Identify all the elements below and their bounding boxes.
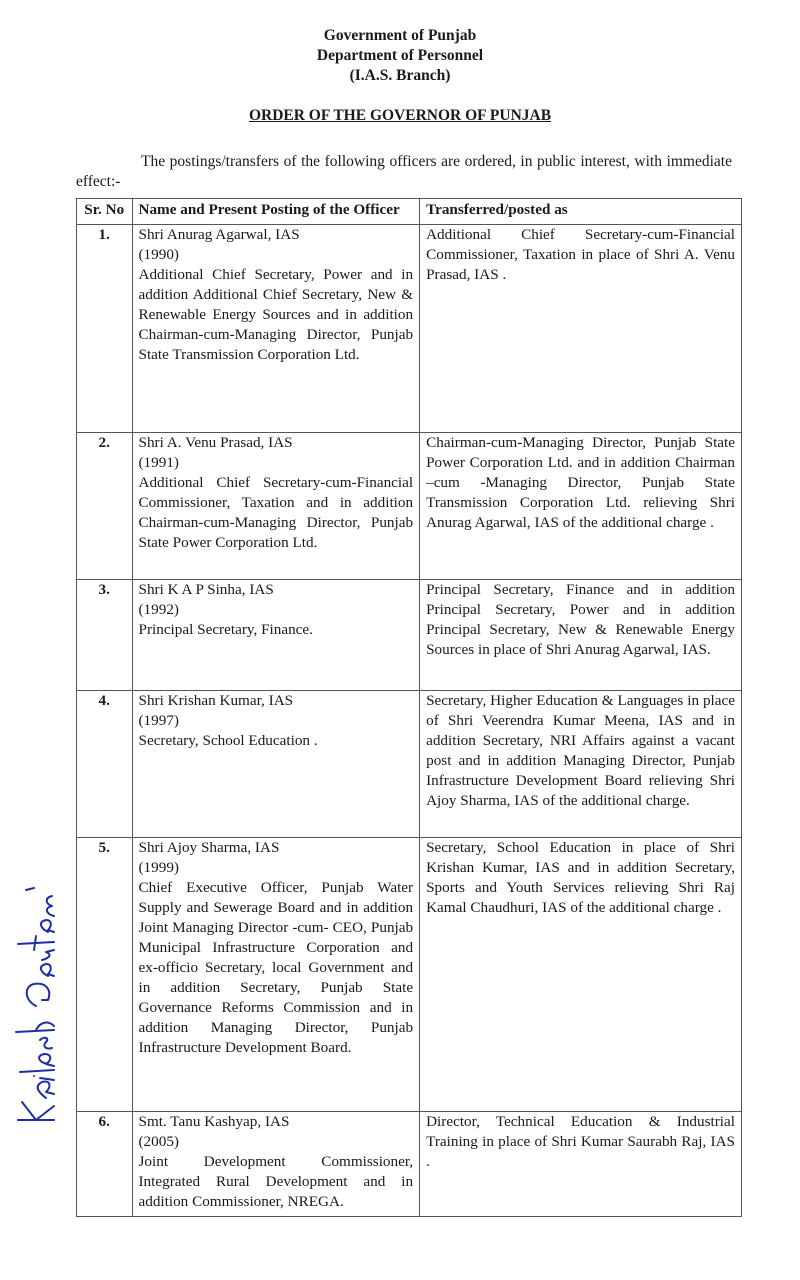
transferred-posted: Secretary, Higher Education & Languages in place of Shri Veerendra Kumar Meena, IAS and in addition Secretary, NRI Affairs against a vacant post and in addition Managing Director, Punjab Infrastructure Development Board relieving Shri Ajoy Sharma, IAS of the additional charge. bbox=[420, 691, 742, 838]
document-header bbox=[0, 26, 800, 86]
officer-cell bbox=[132, 580, 420, 691]
present-posting: Chief Executive Officer, Punjab Water Supply and Sewerage Board and in addition Joint Managing Director -cum- CEO, Punjab Municipal Infrastructure Corporation and ex-officio Secretary, local Government and in addition Secretary, Punjab State Governance Reforms Commission and in addition Managing Director, Punjab Infrastructure Development Board. bbox=[138, 879, 414, 1056]
table-row bbox=[77, 433, 742, 580]
transferred-posted: Director, Technical Education & Industrial Training in place of Shri Kumar Saurabh Raj, IAS . bbox=[420, 1112, 742, 1217]
sr-no: 6. bbox=[77, 1112, 133, 1217]
officer-name: Shri Ajoy Sharma, IAS bbox=[138, 839, 280, 856]
present-posting: Secretary, School Education . bbox=[138, 732, 318, 749]
officer-name: Shri K A P Sinha, IAS bbox=[138, 581, 274, 598]
header-branch: (I.A.S. Branch) bbox=[349, 67, 451, 84]
order-title bbox=[0, 106, 800, 126]
officer-name: Shri Anurag Agarwal, IAS bbox=[138, 226, 300, 243]
table-row bbox=[77, 1112, 742, 1217]
intro-paragraph: The postings/transfers of the following officers are ordered, in public interest, with immediate effect:- bbox=[76, 153, 732, 190]
sr-no: 3. bbox=[77, 580, 133, 691]
officer-name: Shri Krishan Kumar, IAS bbox=[138, 692, 294, 709]
table-header-row bbox=[77, 199, 742, 225]
transferred-posted: Additional Chief Secretary-cum-Financial Commissioner, Taxation in place of Shri A. Venu Prasad, IAS . bbox=[420, 225, 742, 433]
officer-batch: (1999) bbox=[138, 859, 179, 876]
officer-batch: (1991) bbox=[138, 454, 179, 471]
transferred-posted: Principal Secretary, Finance and in addition Principal Secretary, Power and in addition Principal Secretary, New & Renewable Energy Sources in place of Shri Anurag Agarwal, IAS. bbox=[420, 580, 742, 691]
officer-cell bbox=[132, 225, 420, 433]
present-posting: Additional Chief Secretary-cum-Financial Commissioner, Taxation and in addition Chairman-cum-Managing Director, Punjab State Power Corporation Ltd. bbox=[138, 474, 414, 551]
order-title-text: ORDER OF THE GOVERNOR OF PUNJAB bbox=[248, 107, 552, 124]
officer-name: Smt. Tanu Kashyap, IAS bbox=[138, 1113, 290, 1130]
present-posting: Additional Chief Secretary, Power and in addition Additional Chief Secretary, New & Renewable Energy Sources and in addition Chairman-cum-Managing Director, Punjab State Transmission Corporation Ltd. bbox=[138, 266, 414, 363]
sr-no: 4. bbox=[77, 691, 133, 838]
table-row bbox=[77, 225, 742, 433]
officer-batch: (1992) bbox=[138, 601, 179, 618]
header-government: Government of Punjab bbox=[323, 27, 477, 44]
officer-cell bbox=[132, 433, 420, 580]
officer-cell bbox=[132, 838, 420, 1112]
officer-name: Shri A. Venu Prasad, IAS bbox=[138, 434, 293, 451]
officer-batch: (2005) bbox=[138, 1133, 179, 1150]
sr-no: 2. bbox=[77, 433, 133, 580]
table-row bbox=[77, 838, 742, 1112]
table-row bbox=[77, 580, 742, 691]
officer-batch: (1990) bbox=[138, 246, 179, 263]
officer-cell bbox=[132, 691, 420, 838]
officer-cell bbox=[132, 1112, 420, 1217]
handwritten-signature bbox=[6, 880, 76, 1130]
officer-batch: (1997) bbox=[138, 712, 179, 729]
sr-no: 5. bbox=[77, 838, 133, 1112]
transferred-posted: Secretary, School Education in place of Shri Krishan Kumar, IAS and in addition Secretary, Sports and Youth Services relieving Shri Raj Kamal Chaudhuri, IAS of the additional charge . bbox=[420, 838, 742, 1112]
postings-table bbox=[76, 198, 742, 1217]
header-department: Department of Personnel bbox=[316, 47, 484, 64]
present-posting: Principal Secretary, Finance. bbox=[138, 621, 313, 638]
header-name-present-posting: Name and Present Posting of the Officer bbox=[132, 199, 420, 225]
table-row bbox=[77, 691, 742, 838]
transferred-posted: Chairman-cum-Managing Director, Punjab State Power Corporation Ltd. and in addition Chairman –cum -Managing Director, Punjab State Transmission Corporation Ltd. relieving Shri Anurag Agarwal, IAS of the additional charge . bbox=[420, 433, 742, 580]
present-posting: Joint Development Commissioner, Integrated Rural Development and in addition Commissioner, NREGA. bbox=[138, 1153, 414, 1210]
header-transferred-posted: Transferred/posted as bbox=[420, 199, 742, 225]
signature-icon bbox=[6, 880, 76, 1130]
sr-no: 1. bbox=[77, 225, 133, 433]
header-sr-no: Sr. No bbox=[77, 199, 133, 225]
